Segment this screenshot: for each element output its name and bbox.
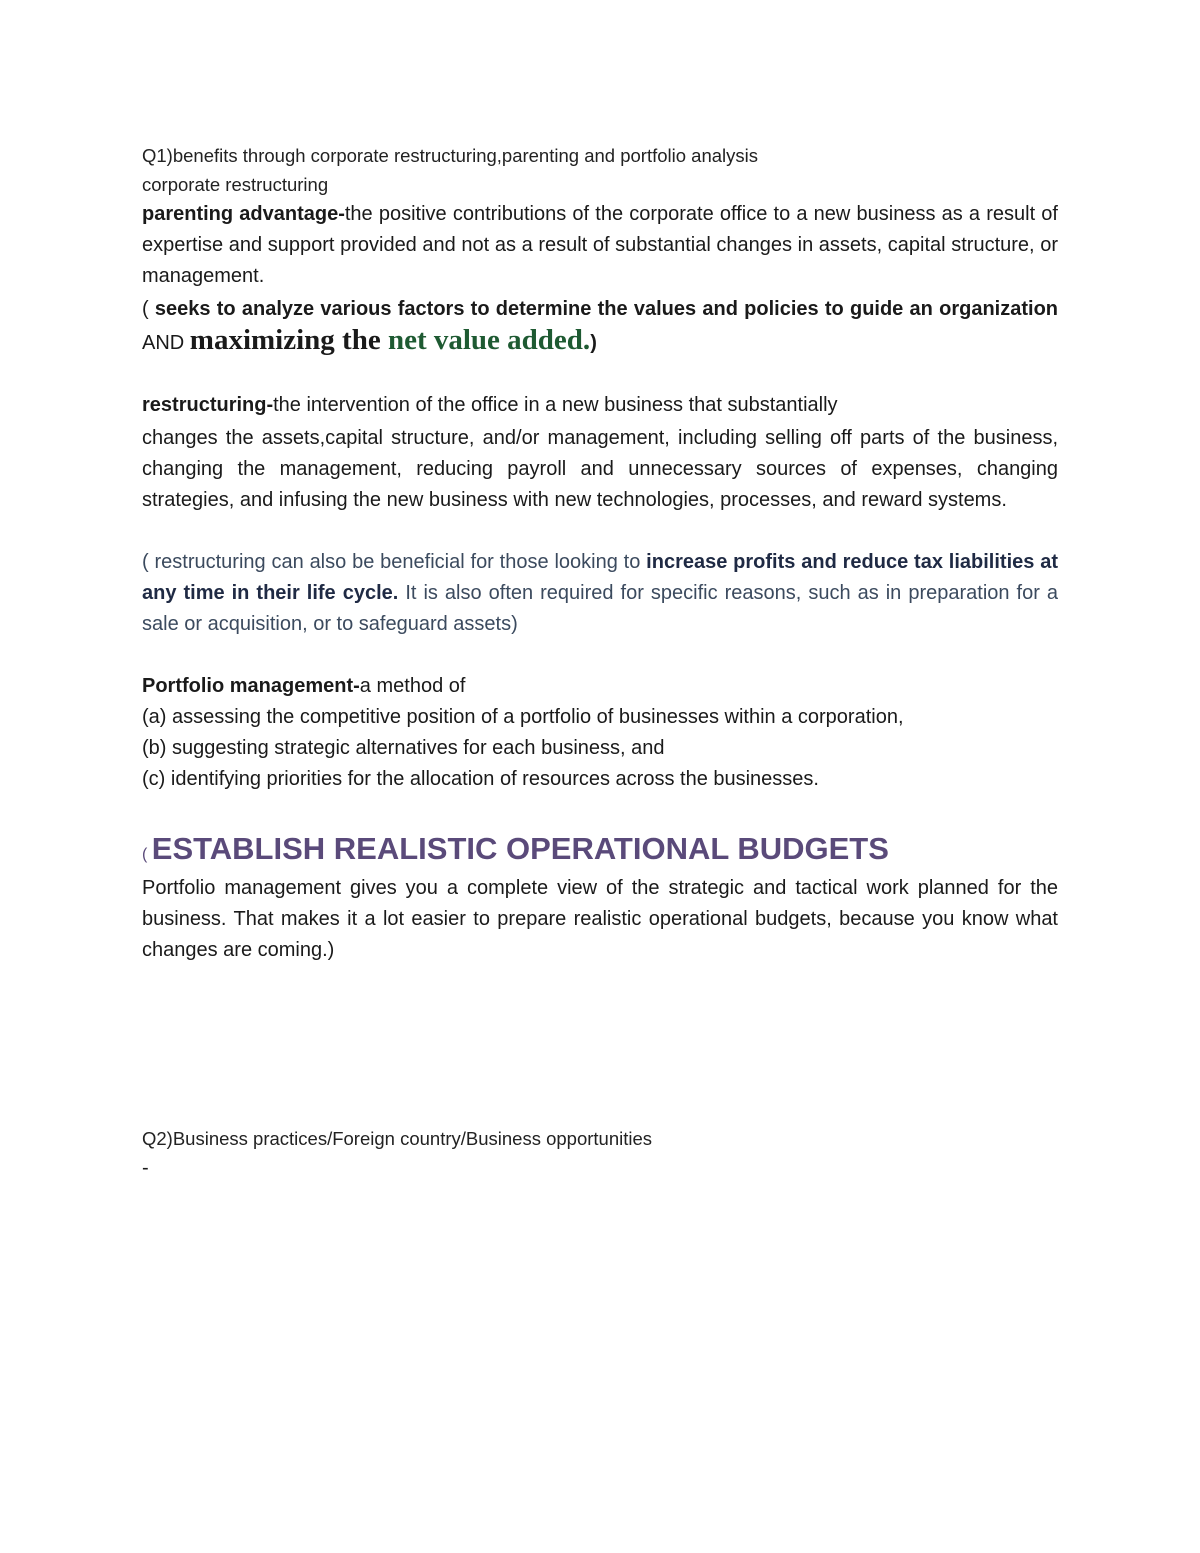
parenting-term: parenting advantage-	[142, 203, 345, 225]
portfolio-item-b: (b) suggesting strategic alternatives for each business, and	[142, 737, 665, 759]
portfolio-first-line	[142, 671, 1058, 702]
portfolio-item-a: (a) assessing the competitive position of a portfolio of businesses within a corporation,	[142, 706, 904, 728]
spacer	[142, 795, 1058, 831]
spacer	[142, 640, 1058, 671]
spacer	[142, 516, 1058, 547]
parenting-note	[142, 294, 1058, 359]
restructuring-note	[142, 547, 1058, 640]
q2-dash: -	[142, 1157, 149, 1179]
portfolio-intro: a method of	[359, 675, 466, 697]
parenting-note-open: (	[142, 298, 155, 320]
q2-title: Q2)Business practices/Foreign country/Business opportunities	[142, 1128, 653, 1149]
restructuring-note-bold: increase profits and reduce tax liabilities at any time in their life cycle.	[142, 551, 1058, 604]
portfolio-item-c: (c) identifying priorities for the allocation of resources across the businesses.	[142, 768, 819, 790]
budgets-heading-open: (	[142, 846, 152, 863]
parenting-note-close: )	[590, 332, 597, 354]
parenting-note-serif: maximizing the	[189, 324, 388, 356]
budgets-heading-line	[142, 831, 1058, 873]
restructuring-note-end: It is also often required for specific reasons, such as in preparation for a sale or acquisition, or to safeguard assets)	[142, 582, 1059, 635]
q1-title: Q1)benefits through corporate restructuring,parenting and portfolio analysis	[142, 145, 758, 166]
parenting-note-and: AND	[142, 332, 190, 354]
portfolio-term: Portfolio management-	[142, 675, 360, 697]
spacer	[142, 359, 1058, 390]
restructuring-term: restructuring-	[142, 394, 274, 416]
parenting-definition: the positive contributions of the corporate office to a new business as a result of expertise and support provided and not as a result of substantial changes in assets, capital structure, or management.	[142, 203, 1058, 287]
restructuring-note-start: ( restructuring can also be beneficial for those looking to	[142, 551, 647, 573]
q1-subtitle: corporate restructuring	[142, 174, 329, 195]
parenting-note-green: net value added.	[387, 324, 591, 356]
spacer	[142, 966, 1058, 1124]
restructuring-first-line	[142, 390, 1058, 421]
budgets-body: Portfolio management gives you a complete view of the strategic and tactical work planned for the business. That makes it a lot easier to prepare realistic operational budgets, because you know what changes are coming.)	[142, 877, 1058, 961]
budgets-heading: ESTABLISH REALISTIC OPERATIONAL BUDGETS	[151, 831, 889, 866]
restructuring-definition-first: the intervention of the office in a new business that substantially	[273, 394, 838, 416]
parenting-paragraph	[142, 199, 1058, 292]
parenting-note-bold: seeks to analyze various factors to determine the values and policies to guide an organization	[154, 298, 1059, 320]
restructuring-definition-rest: changes the assets,capital structure, and/or management, including selling off parts of the business, changing the management, reducing payroll and unnecessary sources of expenses, changing strategies, and infusing the new business with new technologies, processes, and reward systems.	[142, 427, 1058, 511]
document-page	[142, 141, 1058, 1184]
